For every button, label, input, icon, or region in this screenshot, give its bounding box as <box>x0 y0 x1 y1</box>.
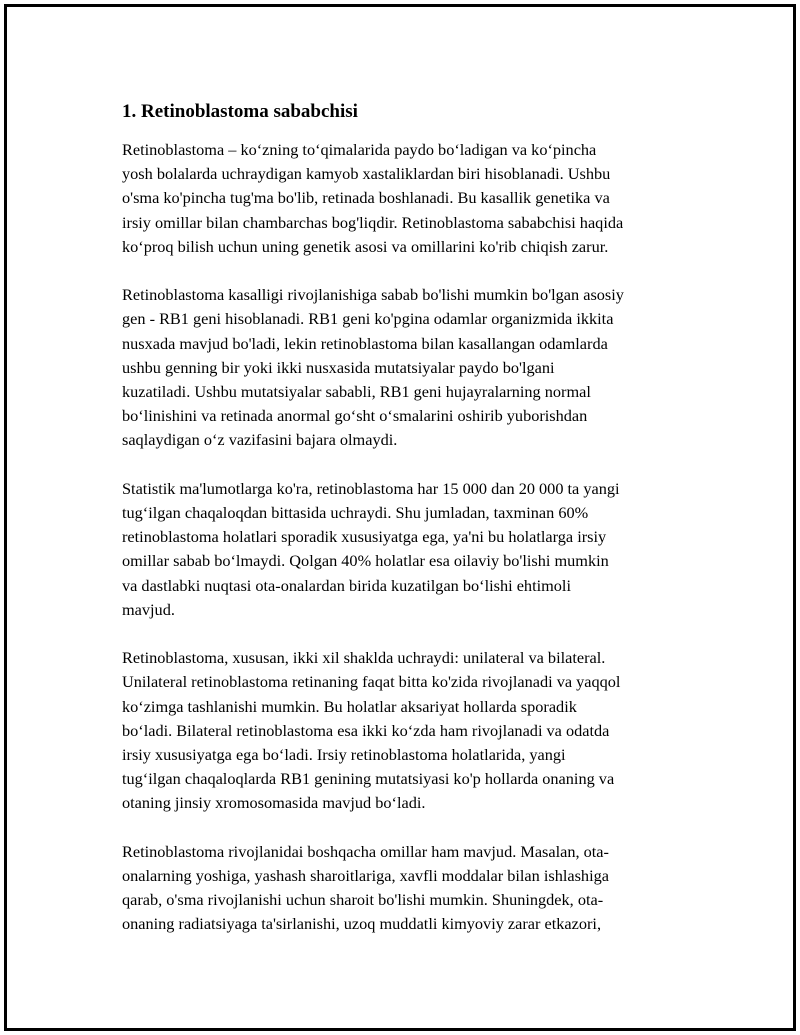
paragraph-2: Retinoblastoma kasalligi rivojlanishiga sabab bo'lishi mumkin bo'lgan asosiy gen - RB1 geni hisoblanadi. RB1 geni ko'pgina odamlar organizmida ikkita nusxada mavjud bo'ladi, lekin retinoblastoma bilan kasallangan odamlarda ushbu genning bir yoki ikki nusxasida mutatsiyalar paydo bo'lgani kuzatiladi. Ushbu mutatsiyalar sababli, RB1 geni hujayralarning normal bo‘linishini va retinada anormal go‘sht o‘smalarini oshirib yuborishdan saqlaydigan o‘z vazifasini bajara olmaydi. <box>122 285 624 450</box>
document-body <box>122 99 694 961</box>
paragraph-3: Statistik ma'lumotlarga ko'ra, retinoblastoma har 15 000 dan 20 000 ta yangi tug‘ilgan chaqaloqdan bittasida uchraydi. Shu jumladan, taxminan 60% retinoblastoma holatlari sporadik xususiyatga ega, ya'ni bu holatlarga irsiy omillar sabab bo‘lmaydi. Qolgan 40% holatlar esa oilaviy bo'lishi mumkin va dastlabki nuqtasi ota-onalardan birida kuzatilgan bo‘lishi ehtimoli mavjud. <box>122 478 620 619</box>
section-heading: 1. Retinoblastoma sababchisi <box>122 101 358 122</box>
paragraph-1: Retinoblastoma – ko‘zning to‘qimalarida paydo bo‘ladigan va ko‘pincha yosh bolalarda uchraydigan kamyob xastaliklardan biri hisoblanadi. Ushbu o'sma ko'pincha tug'ma bo'lib, retinada boshlanadi. Bu kasallik genetika va irsiy omillar bilan chambarchas bog'liqdir. Retinoblastoma sababchisi haqida ko‘proq bilish uchun uning genetik asosi va omillarini ko'rib chiqish zarur. <box>122 140 624 256</box>
page-frame <box>4 4 796 1031</box>
paragraph-4: Retinoblastoma, xususan, ikki xil shaklda uchraydi: unilateral va bilateral. Unilateral retinoblastoma retinaning faqat bitta ko'zida rivojlanadi va yaqqol ko‘zimga tashlanishi mumkin. Bu holatlar aksariyat hollarda sporadik bo‘ladi. Bilateral retinoblastoma esa ikki ko‘zda ham rivojlanadi va odatda irsiy xususiyatga ega bo‘ladi. Irsiy retinoblastoma holatlarida, yangi tug‘ilgan chaqaloqlarda RB1 genining mutatsiyasi ko'p hollarda onaning va otaning jinsiy xromosomasida mavjud bo‘ladi. <box>122 648 621 813</box>
paragraph-5: Retinoblastoma rivojlanidai boshqacha omillar ham mavjud. Masalan, ota- onalarning yoshiga, yashash sharoitlariga, xavfli moddalar bilan ishlashiga qarab, o'sma rivojlanishi uchun sharoit bo'lishi mumkin. Shuningdek, ota- onaning radiatsiyaga ta'sirlanishi, uzoq muddatli kimyoviy zarar etkazori, <box>122 841 609 934</box>
